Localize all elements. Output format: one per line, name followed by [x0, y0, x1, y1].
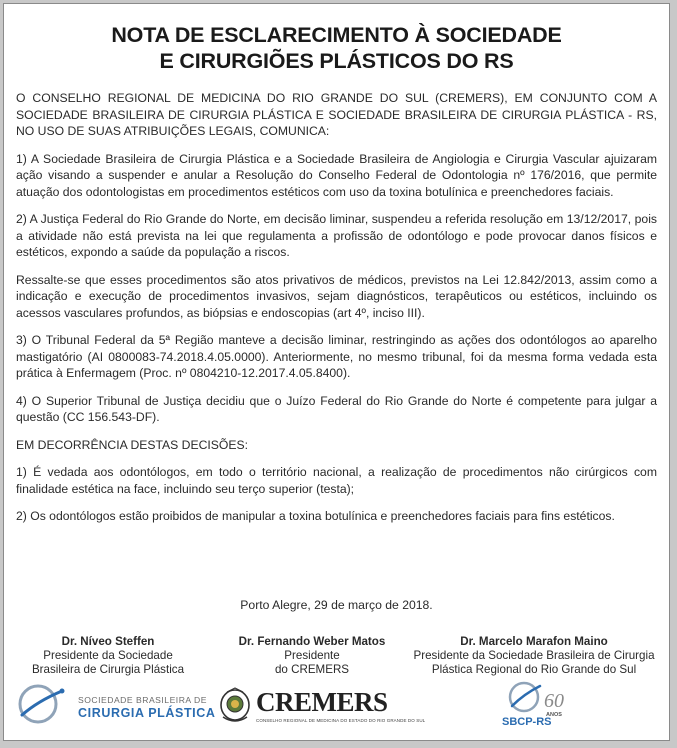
signature-sbcp — [18, 635, 198, 677]
decisions-heading: EM DECORRÊNCIA DESTAS DECISÕES: — [16, 437, 249, 452]
paragraph-1: 1) A Sociedade Brasileira de Cirurgia Plástica e a Sociedade Brasileira de Angiologia e Cirurgia Vascular ajuizaram ação visando a suspender e anular a Resolução do Conselho Federal de Odontologia nº 176/2016, que permite atuação dos odontologistas em procedimentos estéticos com uso da toxina botulínica e preenchedores faciais. — [16, 151, 657, 199]
decision-1: 1) É vedada aos odontólogos, em todo o território nacional, a realização de procedimentos não cirúrgicos com finalidade estética na face, incluindo seu terço superior (testa); — [16, 465, 657, 496]
title-line-2: E CIRURGIÕES PLÁSTICOS DO RS — [159, 49, 514, 73]
paragraph-4: 4) O Superior Tribunal de Justiça decidiu que o Juízo Federal do Rio Grande do Norte é competente para julgar a questão (CC 156.543-DF). — [16, 393, 657, 424]
signature-role: Brasileira de Cirurgia Plástica — [31, 663, 185, 676]
sbcp-logo — [14, 681, 216, 727]
sbcp-logo-text-1: SOCIEDADE BRASILEIRA DE — [78, 695, 207, 705]
sbcprs-emblem-icon — [506, 680, 546, 714]
paragraph-3: 3) O Tribunal Federal da 5ª Região manteve a decisão liminar, restringindo as ações dos odontólogos ao aparelho mastigatório (AI 0800083-74.2018.4.05.0000). Anteriormente, no mesmo tribunal, foi da mesma forma vedada esta prática à Enfermagem (Proc. nº 0804210-12.2017.4.05.8400). — [16, 333, 657, 380]
cremers-logo — [218, 685, 426, 727]
sbcp-logo-text-2: CIRURGIA PLÁSTICA — [78, 706, 216, 720]
sbcprs-logo-label: SBCP-RS — [502, 716, 552, 728]
notice-title — [4, 22, 669, 74]
signature-role: Plástica Regional do Rio Grande do Sul — [431, 663, 637, 676]
paragraph-intro: O CONSELHO REGIONAL DE MEDICINA DO RIO GRANDE DO SUL (CREMERS), EM CONJUNTO COM A SOCIEDADE BRASILEIRA DE CIRURGIA PLÁSTICA E SOCIEDADE BRASILEIRA DE CIRURGIA PLÁSTICA - RS, NO USO DE SUAS ATRIBUIÇÕES LEGAIS, COMUNICA: — [16, 91, 657, 138]
notice-date: Porto Alegre, 29 de março de 2018. — [240, 598, 433, 612]
signature-role: Presidente da Sociedade Brasileira de Cirurgia — [413, 649, 655, 662]
paragraph-remark: Ressalte-se que esses procedimentos são atos privativos de médicos, previstos na Lei 12.842/2013, assim como a indicação e execução de procedimentos invasivos, sejam diagnósticos, terapêuticos ou estéticos, incluindo os acessos vasculares profundos, as biópsias e endoscopias (art 4º, inciso III). — [16, 272, 657, 320]
signature-role: Presidente da Sociedade — [43, 649, 173, 662]
sbcp-emblem-icon — [14, 681, 74, 727]
cremers-logo-word: CREMERS — [256, 687, 388, 717]
signature-sbcprs — [404, 635, 664, 677]
cremers-logo-subtitle: CONSELHO REGIONAL DE MEDICINA DO ESTADO DO RIO GRANDE DO SUL — [256, 718, 426, 723]
signature-role: Presidente — [284, 649, 340, 662]
cremers-coat-of-arms-icon — [218, 687, 252, 725]
signature-cremers — [212, 635, 412, 677]
signature-name: Dr. Fernando Weber Matos — [238, 635, 386, 648]
title-line-1: NOTA DE ESCLARECIMENTO À SOCIEDADE — [111, 23, 562, 47]
notice-page — [3, 3, 670, 741]
decision-2: 2) Os odontólogos estão proibidos de manipular a toxina botulínica e preenchedores faciais para fins estéticos. — [16, 509, 615, 523]
sbcprs-anniversary-number: 60 — [544, 690, 564, 712]
signature-name: Dr. Níveo Steffen — [61, 635, 155, 648]
paragraph-2: 2) A Justiça Federal do Rio Grande do Norte, em decisão liminar, suspendeu a referida resolução em 13/12/2017, pois a atividade não está prevista na lei que regulamenta a profissão de odontólogo e pode provocar danos físicos e estéticos, expondo a saúde da população a riscos. — [16, 212, 657, 259]
signature-role: do CREMERS — [274, 663, 350, 676]
signature-name: Dr. Marcelo Marafon Maino — [460, 635, 608, 648]
sbcprs-logo — [500, 680, 590, 732]
sbcprs-anos-label: ANOS — [546, 712, 562, 718]
notice-body — [16, 90, 657, 536]
